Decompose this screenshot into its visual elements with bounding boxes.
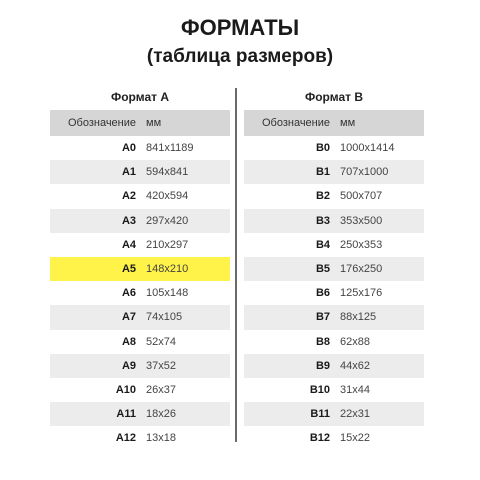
format-size: 44x62 — [340, 359, 370, 372]
format-code: A10 — [115, 383, 136, 396]
table-row — [50, 209, 230, 233]
format-a-header-row — [50, 110, 230, 136]
format-size: 420x594 — [146, 190, 189, 203]
table-row — [244, 209, 424, 233]
table-row — [244, 160, 424, 184]
format-size: 707x1000 — [340, 166, 389, 179]
table-row — [244, 305, 424, 329]
format-size: 353x500 — [340, 214, 383, 227]
format-size: 22x31 — [340, 408, 370, 421]
table-row — [244, 402, 424, 426]
table-row — [50, 136, 230, 160]
format-size: 105x148 — [146, 287, 189, 300]
format-size: 31x44 — [340, 383, 370, 396]
format-code: B8 — [315, 335, 330, 348]
table-row — [50, 378, 230, 402]
format-code: A11 — [116, 408, 136, 421]
format-size: 1000x1414 — [340, 142, 395, 155]
format-a-title: Формат A — [110, 90, 169, 104]
format-code: B0 — [315, 142, 330, 155]
format-size: 594x841 — [146, 166, 189, 179]
format-size: 500x707 — [340, 190, 383, 203]
table-row — [50, 233, 230, 257]
format-b-rows — [244, 136, 424, 450]
table-row — [50, 402, 230, 426]
format-code: B1 — [315, 166, 330, 179]
table-row — [244, 136, 424, 160]
format-size: 176x250 — [340, 263, 383, 276]
format-size: 125x176 — [340, 287, 383, 300]
size-column-header: мм — [340, 117, 356, 129]
format-size: 210x297 — [146, 238, 189, 251]
format-code: A2 — [121, 190, 136, 203]
format-b-table — [244, 84, 424, 450]
table-divider — [235, 88, 237, 442]
table-row — [244, 233, 424, 257]
table-row — [244, 184, 424, 208]
format-code: B10 — [309, 383, 330, 396]
format-size: 52x74 — [146, 335, 176, 348]
format-size: 26x37 — [146, 383, 176, 396]
format-size: 250x353 — [340, 238, 383, 251]
format-size: 148x210 — [146, 263, 189, 276]
table-row — [50, 305, 230, 329]
format-code: B11 — [310, 408, 330, 421]
table-row — [50, 184, 230, 208]
format-code: A0 — [121, 142, 136, 155]
format-code: B4 — [315, 238, 330, 251]
table-row — [244, 378, 424, 402]
format-code: B7 — [315, 311, 330, 324]
table-row — [244, 354, 424, 378]
format-a-rows — [50, 136, 230, 450]
format-a-table — [50, 84, 230, 450]
format-code: A3 — [121, 214, 136, 227]
format-size: 62x88 — [340, 335, 370, 348]
format-code: A8 — [121, 335, 136, 348]
format-code: A4 — [121, 238, 136, 251]
table-row — [50, 281, 230, 305]
format-code: A6 — [121, 287, 136, 300]
format-code: A12 — [115, 432, 136, 445]
designation-column-header: Обозначение — [67, 117, 136, 129]
table-row — [244, 257, 424, 281]
page-title: ФОРМАТЫ — [180, 15, 300, 40]
format-b-title: Формат B — [304, 90, 363, 104]
table-row-highlighted — [50, 257, 230, 281]
table-row — [244, 330, 424, 354]
format-size: 13x18 — [146, 432, 176, 445]
format-code: A1 — [121, 166, 136, 179]
format-size: 297x420 — [146, 214, 189, 227]
format-code: A9 — [121, 359, 136, 372]
format-size: 37x52 — [146, 359, 176, 372]
format-size: 841x1189 — [146, 142, 194, 155]
table-row — [50, 426, 230, 450]
table-row — [50, 354, 230, 378]
table-row — [244, 426, 424, 450]
format-code: B6 — [315, 287, 330, 300]
format-code: B2 — [315, 190, 330, 203]
format-code: B9 — [315, 359, 330, 372]
format-size: 15x22 — [340, 432, 370, 445]
format-code: B5 — [315, 263, 330, 276]
designation-column-header: Обозначение — [261, 117, 330, 129]
format-code: A7 — [121, 311, 136, 324]
format-code: A5 — [121, 263, 136, 276]
table-row — [50, 160, 230, 184]
table-row — [244, 281, 424, 305]
size-column-header: мм — [146, 117, 162, 129]
format-size: 18x26 — [146, 408, 176, 421]
format-code: B3 — [315, 214, 330, 227]
format-b-header-row — [244, 110, 424, 136]
format-size: 74x105 — [146, 311, 183, 324]
format-size: 88x125 — [340, 311, 377, 324]
table-row — [50, 330, 230, 354]
format-code: B12 — [309, 432, 330, 445]
page-subtitle: (таблица размеров) — [146, 46, 334, 67]
